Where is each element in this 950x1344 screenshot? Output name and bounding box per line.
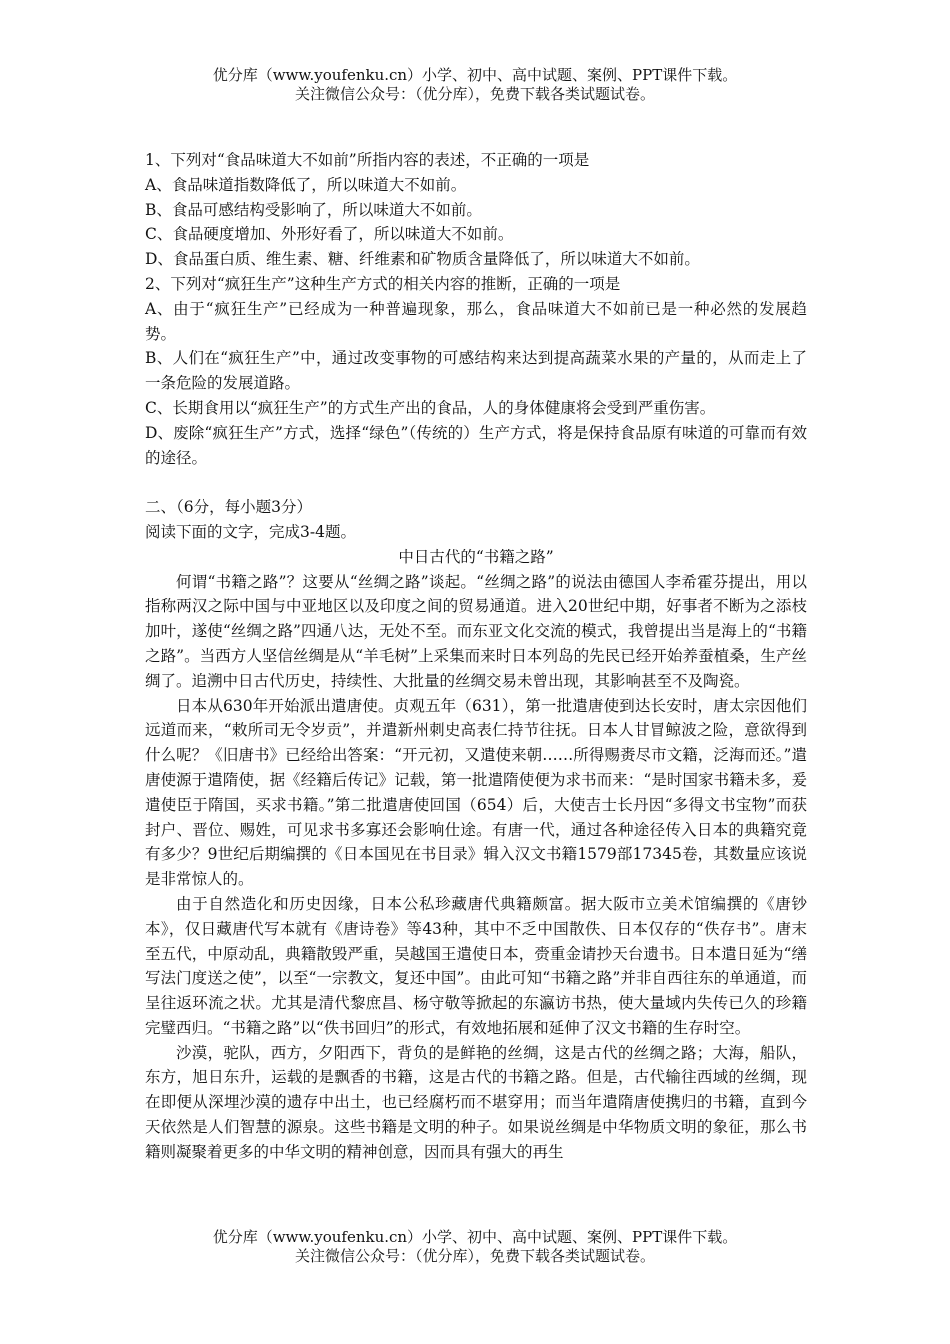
article-paragraph-2: 日本从630年开始派出遣唐使。贞观五年（631），第一批遣唐使到达长安时，唐太宗因他们远道而来，“敕所司无令岁贡”，并遣新州刺史高表仁持节往抚。日本人甘冒鲸波之险，意欲得到什么呢？《旧唐书》已经给出答案：“开元初，又遣使来朝……所得赐赉尽市文籍，泛海而还。”遣唐使源于遣隋使，据《经籍后传记》记载，第一批遣隋使便为求书而来：“是时国家书籍未多，爰遣使臣于隋国，买求书籍。”第二批遣唐使回国（654）后，大使吉士长丹因“多得文书宝物”而获封户、晋位、赐姓，可见求书多寡还会影响仕途。有唐一代，通过各种途径传入日本的典籍究竟有多少？9世纪后期编撰的《日本国见在书目录》辑入汉文书籍1579部17345卷，其数量应该说是非常惊人的。 [145, 696, 807, 889]
header-line-1: 优分库（www.youfenku.cn）小学、初中、高中试题、案例、PPT课件下载。 [212, 66, 738, 84]
question-2-option-d: D、废除“疯狂生产”方式，选择“绿色”（传统的）生产方式，将是保持食品原有味道的可靠而有效的途径。 [145, 423, 807, 467]
page-header [0, 66, 950, 104]
article-paragraph-1: 何谓“书籍之路”？这要从“丝绸之路”谈起。“丝绸之路”的说法由德国人李希霍芬提出，用以指称两汉之际中国与中亚地区以及印度之间的贸易通道。进入20世纪中期，好事者不断为之添枝加叶，遂使“丝绸之路”四通八达，无处不至。而东亚文化交流的模式，我曾提出当是海上的“书籍之路”。当西方人坚信丝绸是从“羊毛树”上采集而来时日本列岛的先民已经开始养蚕植桑，生产丝绸了。追溯中日古代历史，持续性、大批量的丝绸交易未曾出现，其影响甚至不及陶瓷。 [145, 572, 807, 690]
question-1-option-c: C、食品硬度增加、外形好看了，所以味道大不如前。 [145, 225, 514, 244]
section-2-instruction: 阅读下面的文字，完成3-4题。 [145, 522, 356, 541]
section-spacer [145, 470, 807, 495]
footer-line-1: 优分库（www.youfenku.cn）小学、初中、高中试题、案例、PPT课件下载。 [212, 1228, 738, 1246]
question-1-option-d: D、食品蛋白质、维生素、糖、纤维素和矿物质含量降低了，所以味道大不如前。 [145, 250, 700, 269]
question-1-option-b: B、食品可感结构受影响了，所以味道大不如前。 [145, 200, 482, 219]
question-2-option-a: A、由于“疯狂生产”已经成为一种普遍现象，那么，食品味道大不如前已是一种必然的发展趋势。 [145, 299, 807, 343]
footer-line-2: 关注微信公众号：（优分库），免费下载各类试题试卷。 [294, 1247, 655, 1265]
question-2-option-c: C、长期食用以“疯狂生产”的方式生产出的食品，人的身体健康将会受到严重伤害。 [145, 398, 716, 417]
page-footer [0, 1228, 950, 1266]
question-2-option-b: B、人们在“疯狂生产”中，通过改变事物的可感结构来达到提高蔬菜水果的产量的，从而走上了一条危险的发展道路。 [145, 349, 807, 393]
article-paragraph-4: 沙漠，驼队，西方，夕阳西下，背负的是鲜艳的丝绸，这是古代的丝绸之路；大海，船队，东方，旭日东升，运载的是飘香的书籍，这是古代的书籍之路。但是，古代输往西域的丝绸，现在即便从深埋沙漠的遗存中出土，也已经腐朽而不堪穿用；而当年遣隋唐使携归的书籍，直到今天依然是人们智慧的源泉。这些书籍是文明的种子。如果说丝绸是中华物质文明的象征，那么书籍则凝聚着更多的中华文明的精神创意，因而具有强大的再生 [145, 1043, 807, 1161]
question-2-stem: 2、下列对“疯狂生产”这种生产方式的相关内容的推断，正确的一项是 [145, 274, 621, 293]
question-1-stem: 1、下列对“食品味道大不如前”所指内容的表述，不正确的一项是 [145, 151, 590, 169]
question-1-option-a: A、食品味道指数降低了，所以味道大不如前。 [145, 175, 467, 194]
header-line-2: 关注微信公众号：（优分库），免费下载各类试题试卷。 [294, 85, 655, 103]
section-2-heading: 二、（6分，每小题3分） [145, 498, 312, 517]
article-title: 中日古代的“书籍之路” [398, 547, 554, 566]
document-body [145, 148, 807, 1165]
article-paragraph-3: 由于自然造化和历史因缘，日本公私珍藏唐代典籍颇富。据大阪市立美术馆编撰的《唐钞本》，仅日藏唐代写本就有《唐诗卷》等43种，其中不乏中国散佚、日本仅存的“佚存书”。唐末至五代，中原动乱，典籍散毁严重，吴越国王遣使日本，赍重金请抄天台遗书。日本遣日延为“缮写法门度送之使”，以至“一宗教文，复还中国”。由此可知“书籍之路”并非自西往东的单通道，而呈往返环流之状。尤其是清代黎庶昌、杨守敬等掀起的东瀛访书热，使大量域内失传已久的珍籍完璧西归。“书籍之路”以“佚书回归”的形式，有效地拓展和延伸了汉文书籍的生存时空。 [145, 894, 807, 1037]
